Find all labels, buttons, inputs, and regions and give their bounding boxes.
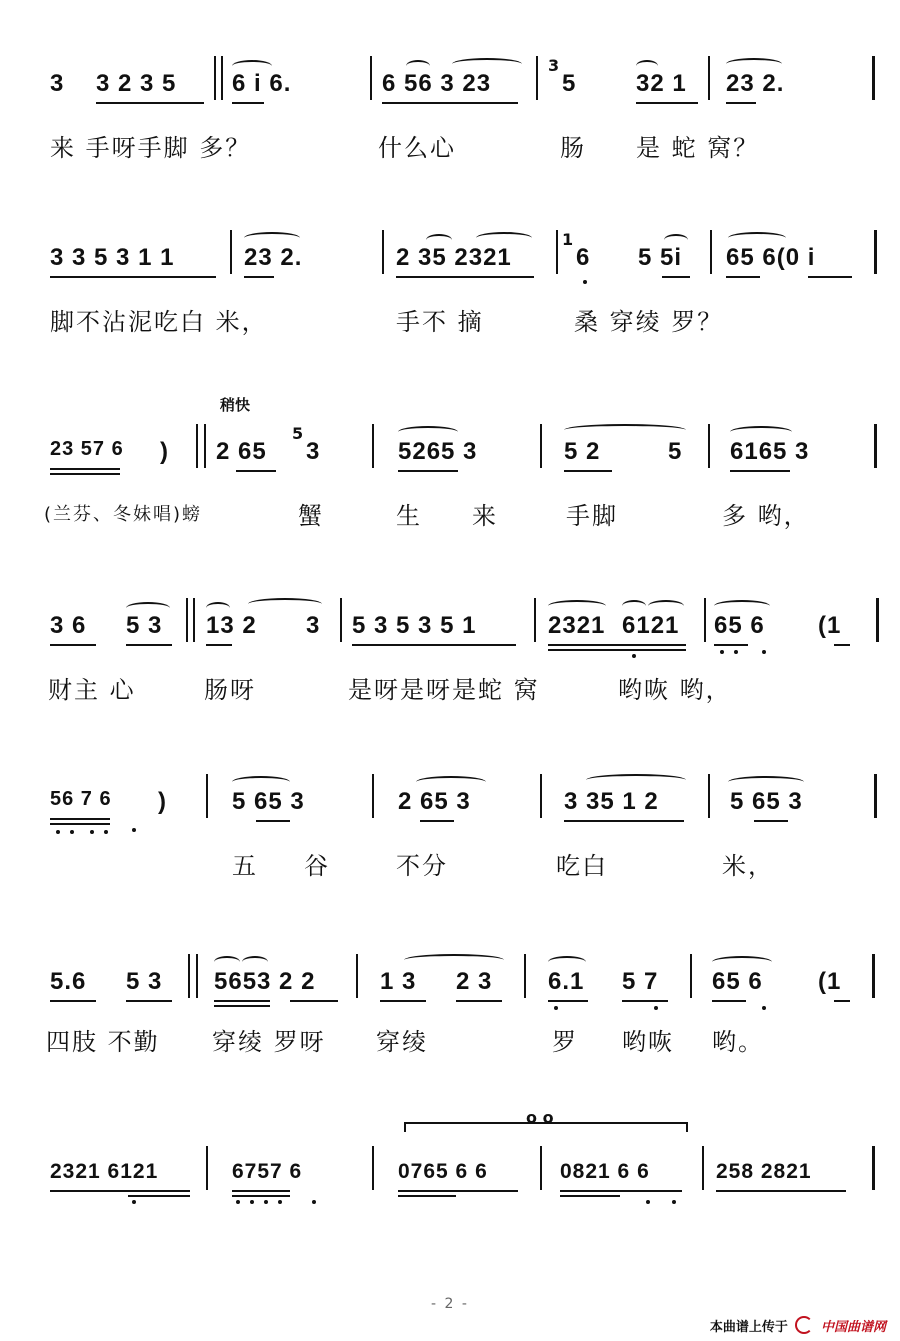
note-group: ) [158,788,167,815]
note-group: 65 6 [712,968,763,995]
note-group: 1 3 [380,968,417,995]
lyric: 罗 [552,1028,578,1056]
tempo-marking: 稍快 [220,396,251,414]
lyric: 蟹 [298,502,324,530]
note-group: 3 [306,612,321,639]
lyric: 哟咴 [622,1028,674,1056]
note-group: 32 1 [636,70,687,97]
note-group: 0765 6 6 [398,1160,488,1183]
lyric: 哟咴 哟， [618,676,732,704]
note-group: 13 2 [206,612,257,639]
lyric: 五 [232,852,258,880]
lyric: 是呀是呀是蛇 窝 [348,676,540,704]
note-group: 23 57 6 [50,438,124,460]
note-group: 6121 [622,612,680,639]
lyric: 吃白 [556,852,608,880]
note-group: 6.1 [548,968,585,995]
lyric: 什么心 [378,134,456,162]
lyric: 不分 [396,852,448,880]
note-group: 2321 6121 [50,1160,159,1183]
site-logo-icon [795,1316,813,1334]
credit-brand: 中国曲谱网 [820,1320,886,1335]
lyric: 是 蛇 窝？ [636,134,760,162]
lyric: 肠呀 [204,676,256,704]
note-group: (1 [818,968,842,995]
note-group: 6757 6 [232,1160,303,1183]
note-group: 5653 2 2 [214,968,316,995]
grace-note: 5 [292,424,304,443]
note-group: 2 65 3 [398,788,471,815]
note-group: 65 6(0 i [726,244,816,271]
lyric: 肠 [560,134,586,162]
note-group: 2 65 [216,438,267,465]
note-group: 5 3 [126,612,163,639]
note-group: 6 [576,244,591,271]
note-group: 5265 3 [398,438,478,465]
note-group: 2321 [548,612,606,639]
lyric: 来 [472,502,498,530]
credit-prefix: 本曲谱上传于 [709,1320,788,1335]
note-group: 3 [306,438,321,465]
grace-note: 1 [562,230,574,249]
lyric: 四肢 不勤 [46,1028,160,1056]
note-group: 2 3 [456,968,493,995]
note-group: 5 7 [622,968,659,995]
note-group: 56 7 6 [50,788,112,810]
lyric: (兰芬、冬妹唱)螃 [44,504,203,525]
note-group: 5 65 3 [232,788,305,815]
note-group: 23 2. [726,70,785,97]
note-group: 5 3 5 3 5 1 [352,612,477,639]
upload-credit [710,1316,886,1335]
note-group: 5 [562,70,577,97]
lyric: 穿绫 罗呀 [212,1028,326,1056]
note-group: (1 [818,612,842,639]
lyric: 米， [722,852,774,880]
note-group: 5 5i [638,244,683,271]
note-group: 6 i 6. [232,70,292,97]
note-group: 5 2 [564,438,601,465]
lyric: 穿绫 [376,1028,428,1056]
note-group: 5 3 [126,968,163,995]
note-group: 5.6 [50,968,87,995]
note-group: 0821 6 6 [560,1160,650,1183]
lyric: 手不 摘 [396,308,484,336]
lyric: 生 [396,502,422,530]
lyric: 桑 穿绫 罗？ [574,308,724,336]
mark: o o [526,1108,554,1127]
note-group: 6165 3 [730,438,810,465]
lyric: 来 手呀手脚 多？ [50,134,252,162]
lyric: 脚不沾泥吃白 米， [50,308,268,336]
note-group: 3 6 [50,612,87,639]
lyric: 手脚 [566,502,618,530]
lyric: 多 哟， [722,502,810,530]
note-group: 3 3 5 3 1 1 [50,244,175,271]
note-group: 5 65 3 [730,788,803,815]
grace-note: 3 [548,56,560,75]
note-group: 5 [668,438,683,465]
note-group: 23 2. [244,244,303,271]
page-number: - 2 - [431,1296,469,1312]
note-group: 3 [50,70,65,97]
note-group: 3 2 3 5 [96,70,177,97]
note-group: 2 35 2321 [396,244,512,271]
note-group: 258 2821 [716,1160,812,1183]
note-group: 6 56 3 23 [382,70,492,97]
note-group: ) [160,438,169,465]
lyric: 哟。 [712,1028,764,1056]
note-group: 3 35 1 2 [564,788,659,815]
lyric: 财主 心 [48,676,136,704]
lyric: 谷 [304,852,330,880]
note-group: 65 6 [714,612,765,639]
